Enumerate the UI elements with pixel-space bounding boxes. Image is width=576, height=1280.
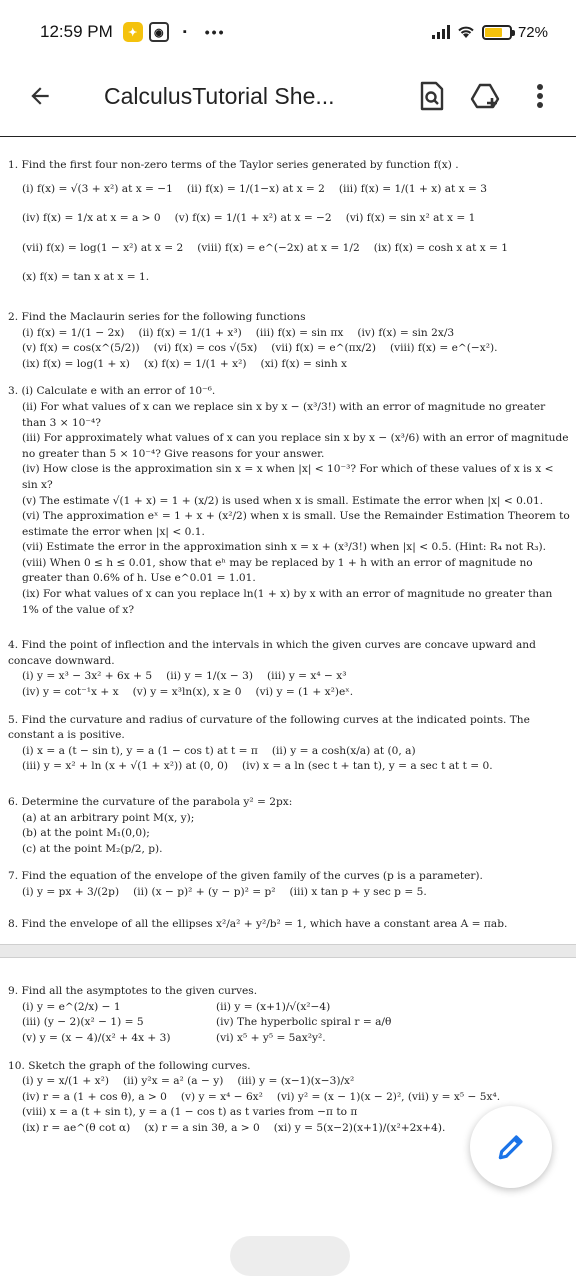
question-item: (ix) f(x) = cosh x at x = 1 <box>373 241 509 254</box>
battery-percent: 72 <box>517 23 535 41</box>
question-item: (ii) y = (x+1)/√(x²−4) <box>216 1000 331 1013</box>
question-title: 7. Find the equation of the envelope of the given family of the curves (p is a parameter). <box>8 870 483 883</box>
question-item: (iii) f(x) = 1/(1 + x) at x = 3 <box>338 182 487 195</box>
question-item: (ix) For what values of x can you replace ln(1 + x) by x with an error of magnitude no greater than 1% of the value of x? <box>22 588 553 616</box>
question-item: (vii) Estimate the error in the approximation sinh x = x + (x³/3!) when |x| < 0.5. (Hint: R₄ not R₃). <box>22 541 546 554</box>
question-item: (c) at the point M₂(p/2, p). <box>22 842 163 855</box>
question-item: (vi) f(x) = cos √(5x) <box>153 342 258 355</box>
question-item: (iii) y = x⁴ − x³ <box>267 670 347 683</box>
question-item: (iv) f(x) = 1/x at x = a > 0 <box>22 212 161 225</box>
question-item: (x) r = a sin 3θ, a > 0 <box>144 1121 260 1134</box>
question-item: (ix) r = ae^(θ cot α) <box>22 1121 131 1134</box>
question-4 <box>8 638 570 700</box>
question-item: (ii) y²x = a² (a − y) <box>123 1075 224 1088</box>
question-title: 2. Find the Maclaurin series for the following functions <box>8 310 306 323</box>
status-bar <box>0 0 576 64</box>
question-item: (vi) y = (1 + x²)eˣ. <box>255 686 354 699</box>
question-item: (vi) x⁵ + y⁵ = 5ax²y². <box>216 1031 326 1044</box>
page-separator <box>0 944 576 958</box>
question-item: (iv) r = a (1 + cos θ), a > 0 <box>22 1090 167 1103</box>
question-title: 5. Find the curvature and radius of curvature of the following curves at the indicated points. The constant a is positive. <box>8 713 530 742</box>
question-title: 9. Find all the asymptotes to the given curves. <box>8 985 258 998</box>
question-item: (v) y = (x − 4)/(x² + 4x + 3) <box>22 1031 171 1044</box>
question-item: (i) y = px + 3/(2p) <box>22 885 120 898</box>
question-item: (ii) f(x) = 1/(1 + x³) <box>138 326 242 339</box>
search-document-button[interactable] <box>410 74 454 118</box>
app-bar-divider <box>0 136 576 137</box>
question-item: (xi) y = 5(x−2)(x+1)/(x²+2x+4). <box>273 1121 446 1134</box>
question-title: 10. Sketch the graph of the following curves. <box>8 1059 251 1072</box>
more-vert-icon <box>536 83 544 109</box>
question-item: (iv) x = a ln (sec t + tan t), y = a sec t at t = 0. <box>242 760 493 773</box>
question-item: (v) f(x) = 1/(1 + x²) at x = −2 <box>174 212 332 225</box>
question-item: (vii) f(x) = e^(πx/2) <box>271 342 377 355</box>
question-item: (v) f(x) = cos(x^(5/2)) <box>22 342 140 355</box>
question-item: (iv) The hyperbolic spiral r = a/θ <box>216 1016 392 1029</box>
question-item: (vii) f(x) = log(1 − x²) at x = 2 <box>22 241 184 254</box>
add-to-drive-icon <box>470 82 502 110</box>
question-item: (iii) f(x) = sin πx <box>255 326 344 339</box>
question-item: (i) y = x/(1 + x²) <box>22 1075 110 1088</box>
question-item: (iv) How close is the approximation sin x = x when |x| < 10⁻³? For which of these values of x is x < sin x? <box>22 463 554 491</box>
camera-notification-icon: ◉ <box>149 22 169 42</box>
question-item: (iii) For approximately what values of x can you replace sin x by x − (x³/6) with an error of magnitude no greater than 5 × 10⁻⁴? Give reasons for your answer. <box>22 432 569 460</box>
question-item: (ii) f(x) = 1/(1−x) at x = 2 <box>186 182 325 195</box>
question-6 <box>8 795 570 857</box>
question-item: (vi) f(x) = sin x² at x = 1 <box>345 212 476 225</box>
battery-percent-symbol: % <box>534 23 548 41</box>
question-item: (xi) f(x) = sinh x <box>260 357 348 370</box>
question-item: (i) y = x³ − 3x² + 6x + 5 <box>22 670 153 683</box>
question-item: (v) y = x³ln(x), x ≥ 0 <box>132 686 242 699</box>
wifi-icon <box>456 24 476 40</box>
question-item: (ix) f(x) = log(1 + x) <box>22 357 130 370</box>
question-item: (b) at the point M₁(0,0); <box>22 827 150 840</box>
edit-fab-button[interactable] <box>470 1106 552 1188</box>
question-item: (iii) (y − 2)(x² − 1) = 5 <box>22 1016 144 1029</box>
lightbulb-notification-icon: ✦ <box>123 22 143 42</box>
add-to-drive-button[interactable] <box>464 74 508 118</box>
question-9 <box>8 984 570 1046</box>
question-title: 4. Find the point of inflection and the intervals in which the given curves are concave upward and concave downward. <box>8 639 536 667</box>
back-button[interactable] <box>16 72 64 120</box>
question-item: (viii) x = a (t + sin t), y = a (1 − cos t) as t varies from −π to π <box>22 1106 358 1119</box>
question-item: (v) y = x⁴ − 6x² <box>180 1090 263 1103</box>
question-7 <box>8 869 570 900</box>
app-notification-icon: ▪ <box>182 26 187 38</box>
question-5 <box>8 713 570 775</box>
navigation-home-handle[interactable] <box>230 1236 350 1276</box>
signal-icon <box>432 25 450 39</box>
question-item: (vi) The approximation eˣ = 1 + x + (x²/2) when x is small. Use the Remainder Estimation Theorem to estimate the error when |x| < 0.1. <box>22 510 570 538</box>
question-item: (iii) x tan p + y sec p = 5. <box>289 885 427 898</box>
search-document-icon <box>418 81 446 111</box>
battery-icon <box>482 25 512 40</box>
status-time: 12:59 PM <box>40 22 113 41</box>
back-arrow-icon <box>27 83 53 109</box>
more-notifications-icon: ••• <box>204 24 226 40</box>
question-item: (ii) For what values of x can we replace sin x by x − (x³/3!) with an error of magnitude no greater than 3 × 10⁻⁴? <box>22 400 546 429</box>
question-item: (a) at an arbitrary point M(x, y); <box>22 811 195 824</box>
pdf-page-1 <box>0 150 576 932</box>
question-item: (i) f(x) = √(3 + x²) at x = −1 <box>22 182 173 195</box>
question-item: (viii) f(x) = e^(−x²). <box>390 342 498 355</box>
question-item: (iii) y = (x−1)(x−3)/x² <box>237 1075 355 1088</box>
pdf-document-view[interactable] <box>0 150 576 1149</box>
question-item: (i) x = a (t − sin t), y = a (1 − cos t) at t = π <box>22 744 258 757</box>
question-2 <box>8 310 570 372</box>
question-item: (iii) y = x² + ln (x + √(1 + x²)) at (0, 0) <box>22 760 229 773</box>
question-8 <box>8 917 570 933</box>
question-item: (iv) f(x) = sin 2x/3 <box>357 326 455 339</box>
question-title: 3. (i) Calculate e with an error of 10⁻⁶. <box>8 385 216 398</box>
question-item: (iv) y = cot⁻¹x + x <box>22 686 119 699</box>
question-item: (i) y = e^(2/x) − 1 <box>22 1000 121 1013</box>
question-item: (vi) y² = (x − 1)(x − 2)², (vii) y = x⁵ − 5x⁴. <box>276 1090 501 1103</box>
question-item: (x) f(x) = tan x at x = 1. <box>22 271 150 284</box>
pencil-edit-icon <box>495 1131 527 1163</box>
battery-level <box>485 28 502 37</box>
question-item: (ii) y = a cosh(x/a) at (0, a) <box>271 744 416 757</box>
question-item: (viii) f(x) = e^(−2x) at x = 1/2 <box>197 241 360 254</box>
document-title: CalculusTutorial She... <box>104 82 335 109</box>
question-1 <box>8 158 570 286</box>
question-item: (ii) y = 1/(x − 3) <box>166 670 254 683</box>
question-item: (viii) When 0 ≤ h ≤ 0.01, show that eʰ may be replaced by 1 + h with an error of magnitude no greater than 0.6% of h. Use e^0.01 = 1.01. <box>22 556 533 585</box>
question-title: 8. Find the envelope of all the ellipses x²/a² + y²/b² = 1, which have a constant area A = πab. <box>8 917 508 930</box>
question-item: (v) The estimate √(1 + x) = 1 + (x/2) is used when x is small. Estimate the error when |x| < 0.01. <box>22 494 544 507</box>
app-bar <box>0 64 576 128</box>
question-item: (ii) (x − p)² + (y − p)² = p² <box>133 885 276 898</box>
question-title: 6. Determine the curvature of the parabola y² = 2px: <box>8 796 293 808</box>
more-options-button[interactable] <box>518 74 562 118</box>
question-title: 1. Find the first four non-zero terms of the Taylor series generated by function f(x) . <box>8 159 459 171</box>
question-3 <box>8 384 570 618</box>
question-item: (i) f(x) = 1/(1 − 2x) <box>22 326 125 339</box>
question-item: (x) f(x) = 1/(1 + x²) <box>143 357 247 370</box>
